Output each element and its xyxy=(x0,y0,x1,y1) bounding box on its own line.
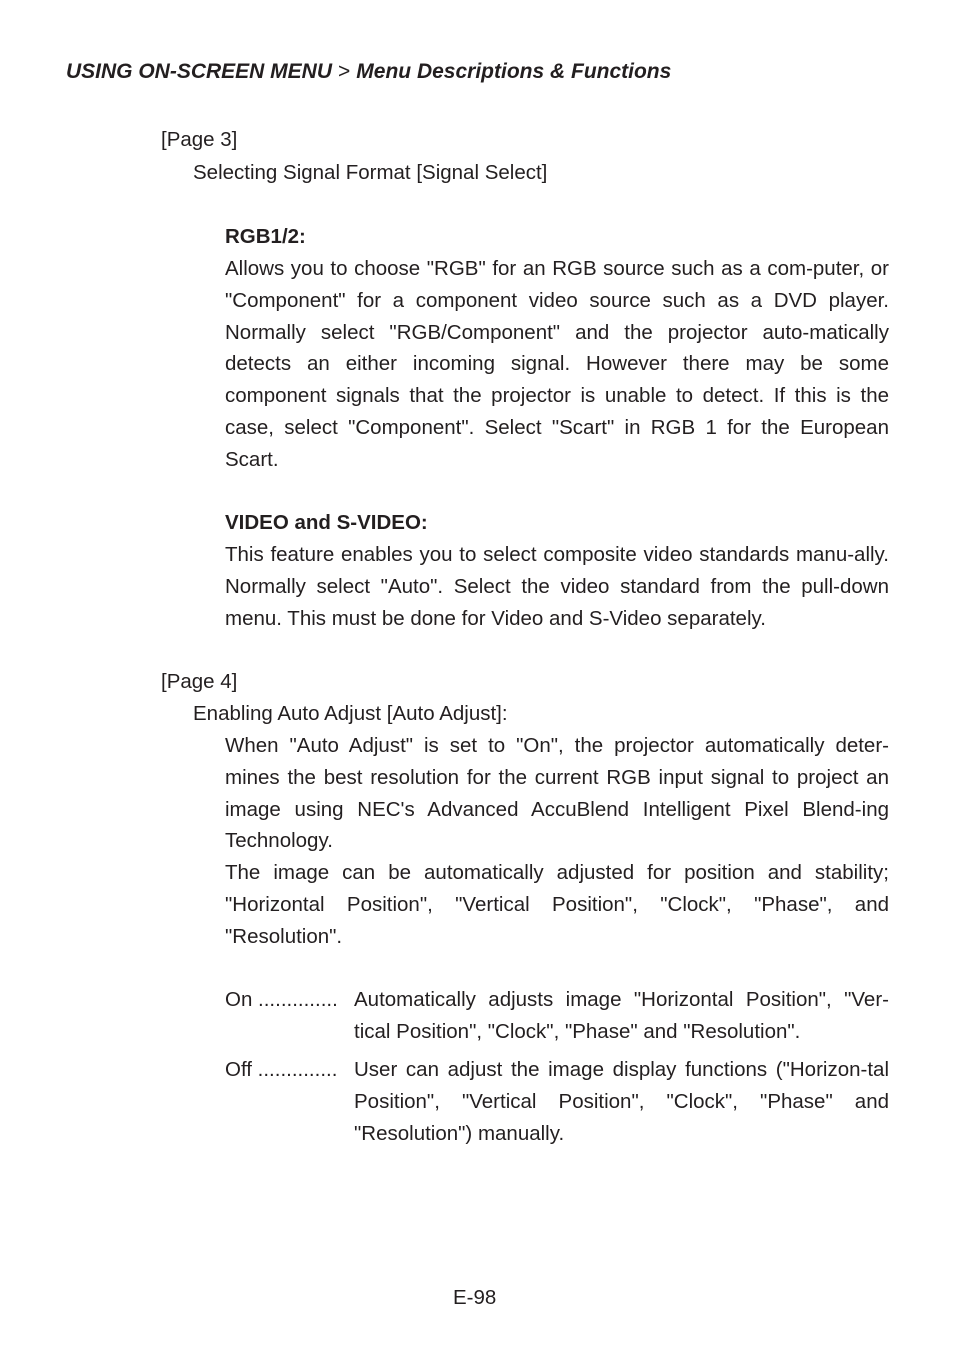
option-off-term: Off .............. xyxy=(225,1058,338,1081)
video-heading: VIDEO and S-VIDEO: xyxy=(225,511,428,534)
auto-adjust-note: The image can be automatically adjusted for position and stability; "Horizontal Position", "Vertical Position", "Clock", "Phase", and "Resolution". xyxy=(225,861,889,948)
page3-label: [Page 3] xyxy=(161,128,238,151)
option-on-term: On .............. xyxy=(225,988,338,1011)
video-description: This feature enables you to select composite video standards manu-ally. Normally select "Auto". Select the video standard from the pull-down menu. This must be done for Video and S-Video separately. xyxy=(225,543,889,630)
option-off-description: User can adjust the image display functions ("Horizon-tal Position", "Vertical Position", "Clock", "Phase" and "Resolution") manually. xyxy=(354,1058,889,1145)
header-subsection: Menu Descriptions & Functions xyxy=(356,60,672,83)
rgb-description: Allows you to choose "RGB" for an RGB source such as a com-puter, or "Component" for a component video source such as a DVD player. Normally select "RGB/Component" and the projector auto-matically detects an either incoming signal. However there may be some component signals that the projector is unable to detect. If this is the case, select "Component". Select "Scart" in RGB 1 for the European Scart. xyxy=(225,257,889,471)
page4-title: Enabling Auto Adjust [Auto Adjust]: xyxy=(193,702,508,725)
auto-adjust-description: When "Auto Adjust" is set to "On", the projector automatically deter-mines the best resolution for the current RGB input signal to project an image using NEC's Advanced AccuBlend Intelligent Pixel Blend-ing Technology. xyxy=(225,734,889,853)
page4-label: [Page 4] xyxy=(161,670,238,693)
header-separator: > xyxy=(338,60,351,83)
header-section: USING ON-SCREEN MENU xyxy=(66,60,333,83)
page3-title: Selecting Signal Format [Signal Select] xyxy=(193,161,548,184)
option-on-description: Automatically adjusts image "Horizontal Position", "Ver-tical Position", "Clock", "Phase" and "Resolution". xyxy=(354,988,889,1043)
rgb-heading: RGB1/2: xyxy=(225,225,306,248)
running-header xyxy=(66,60,671,84)
page-number: E-98 xyxy=(453,1286,497,1309)
